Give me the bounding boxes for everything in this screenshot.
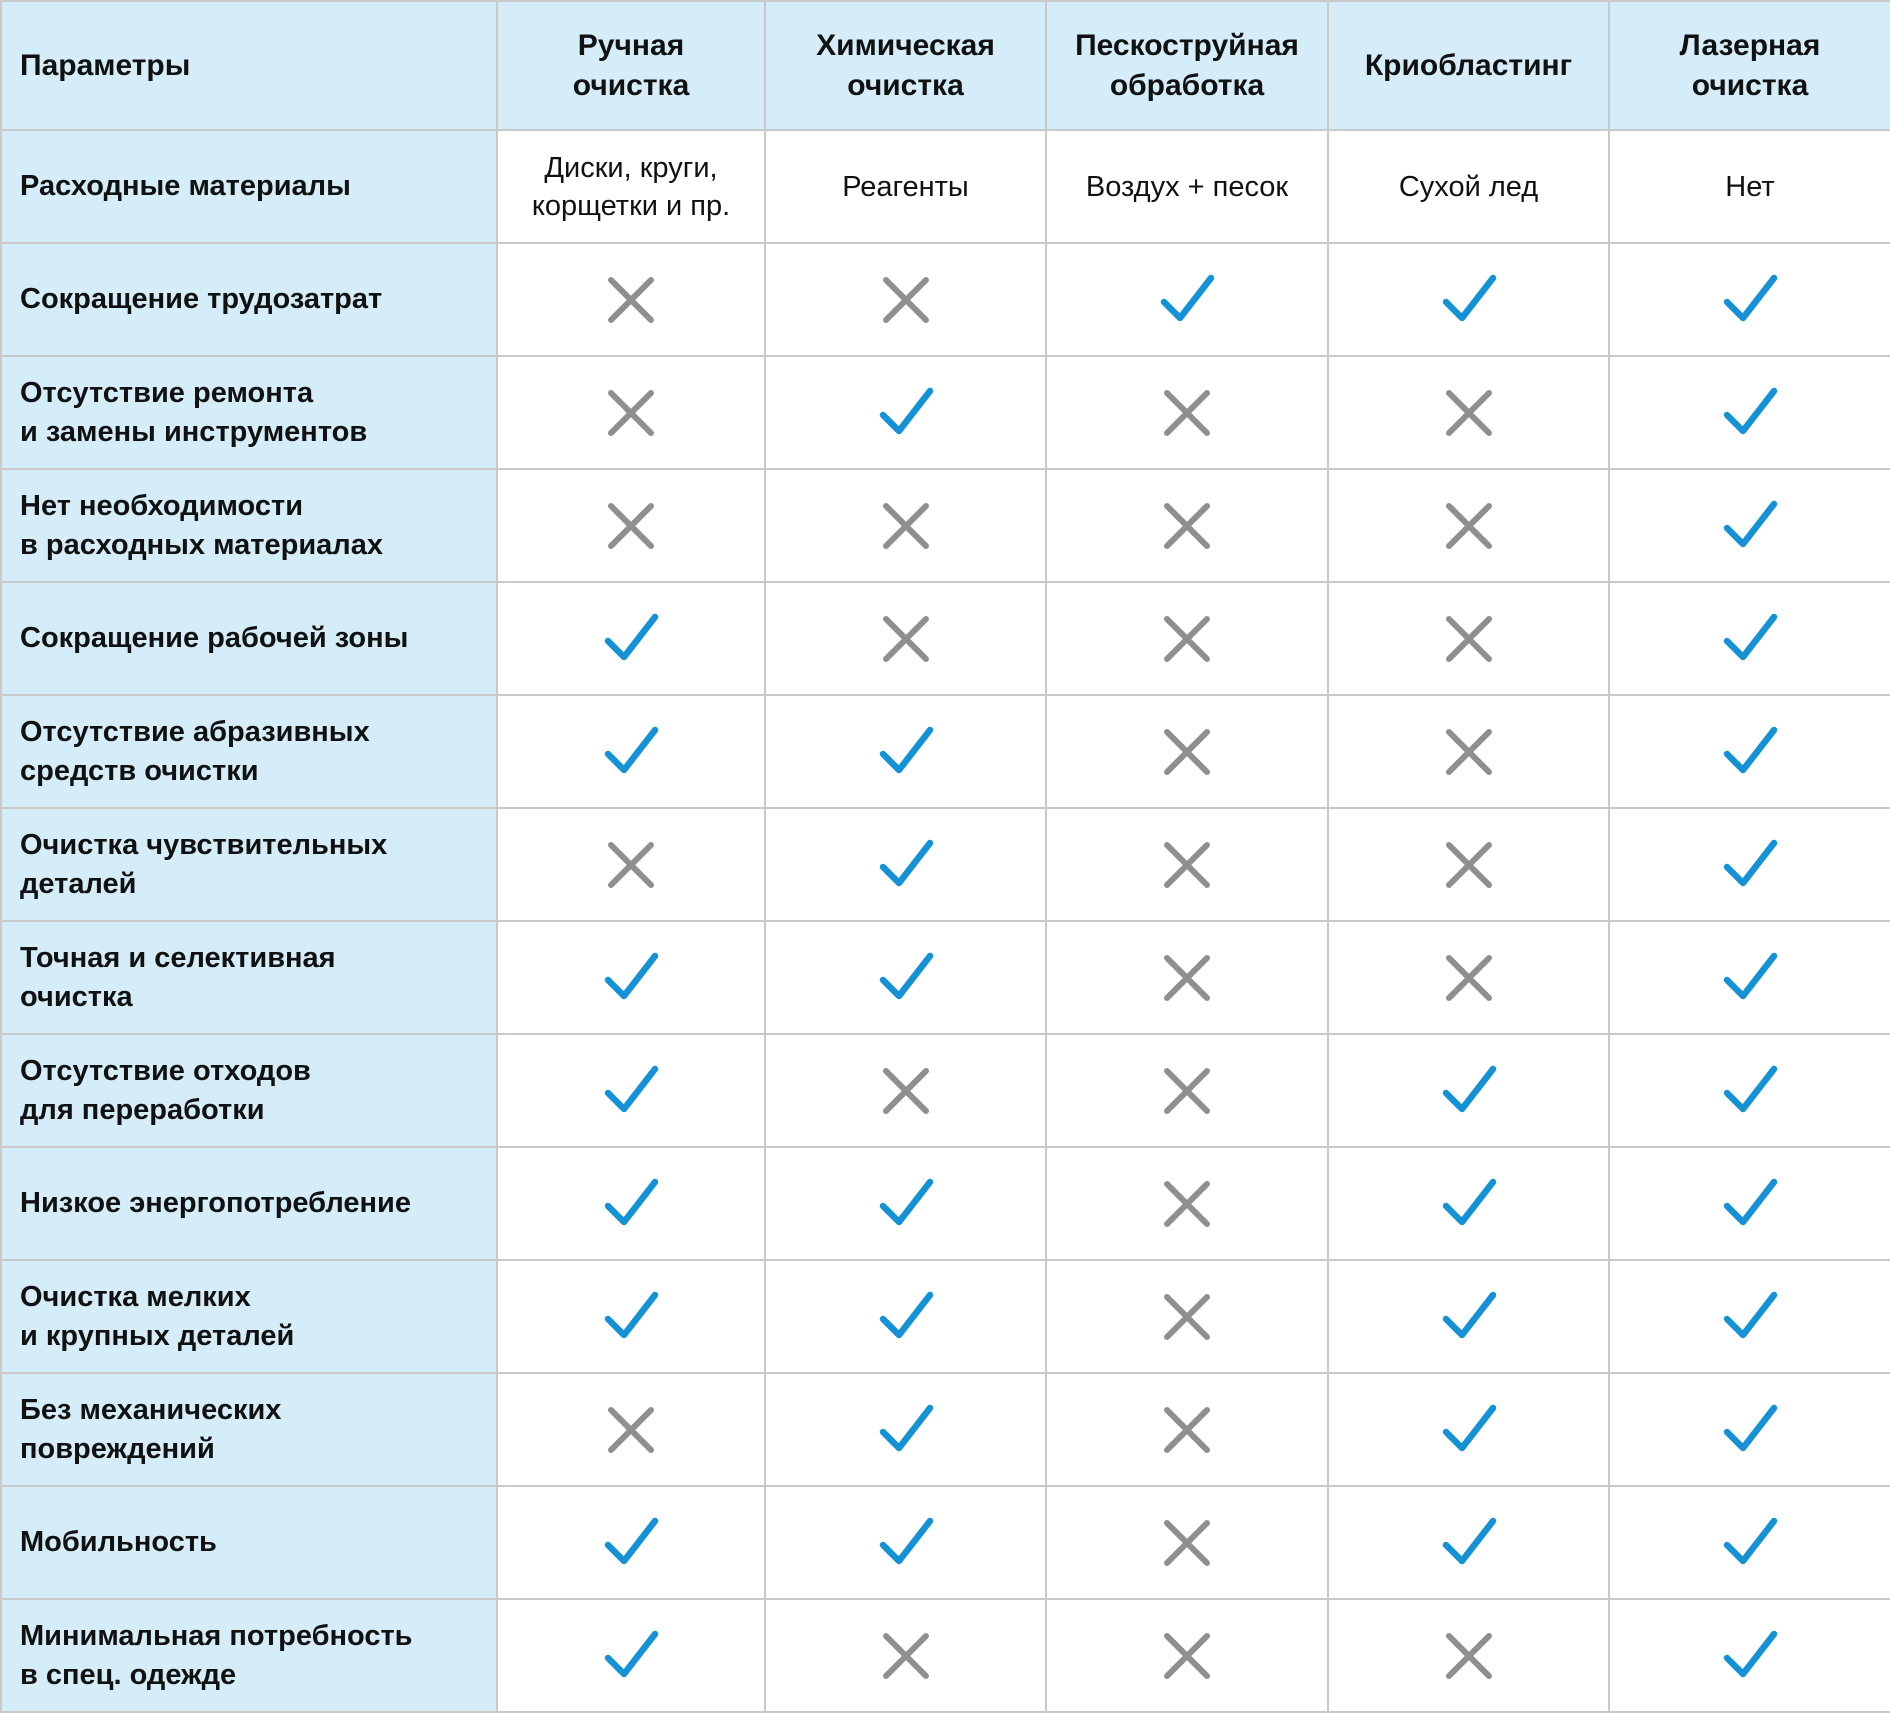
check-icon (876, 383, 936, 443)
table-row (1, 808, 1890, 921)
mark-cell-no (1328, 1599, 1609, 1712)
method-header-manual (497, 1, 765, 130)
method-header-line: Ручная (577, 28, 685, 62)
check-icon (1720, 948, 1780, 1008)
mark-cell-yes (1609, 356, 1890, 469)
mark-cell-yes (1328, 1486, 1609, 1599)
table-row (1, 356, 1890, 469)
cross-icon (1157, 1626, 1217, 1686)
row-label-text: в расходных материалах (20, 528, 383, 561)
table-row (1, 1147, 1890, 1260)
mark-cell-no (1046, 469, 1328, 582)
method-header-line: Пескоструйная (1075, 28, 1299, 62)
mark-cell-yes (1609, 1599, 1890, 1712)
check-icon (1439, 1174, 1499, 1234)
row-label (1, 695, 497, 808)
check-icon (876, 1287, 936, 1347)
check-icon (601, 1626, 661, 1686)
row-label-text: Очистка мелких (20, 1280, 251, 1313)
mark-cell-yes (765, 1373, 1046, 1486)
check-icon (601, 1287, 661, 1347)
mark-cell-yes (1609, 582, 1890, 695)
mark-cell-yes (1609, 808, 1890, 921)
mark-cell-no (1046, 808, 1328, 921)
row-label-text: повреждений (20, 1432, 215, 1465)
method-header-line: Химическая (816, 28, 995, 62)
row-label (1, 1147, 497, 1260)
mark-cell-yes (765, 1147, 1046, 1260)
table-row (1, 582, 1890, 695)
check-icon (1720, 1626, 1780, 1686)
check-icon (876, 1174, 936, 1234)
mark-cell-yes (765, 921, 1046, 1034)
mark-cell-no (497, 1373, 765, 1486)
row-label (1, 243, 497, 356)
row-label (1, 469, 497, 582)
check-icon (601, 948, 661, 1008)
row-label-text: Расходные материалы (20, 170, 351, 202)
table-row (1, 469, 1890, 582)
consumable-cell (765, 130, 1046, 243)
cross-icon (1157, 948, 1217, 1008)
mark-cell-yes (1609, 469, 1890, 582)
consumable-text: Воздух + песок (1085, 170, 1289, 203)
check-icon (1720, 1287, 1780, 1347)
mark-cell-yes (497, 1599, 765, 1712)
check-icon (601, 722, 661, 782)
row-label-text: Сокращение трудозатрат (20, 283, 383, 315)
row-label (1, 582, 497, 695)
cross-icon (1157, 1400, 1217, 1460)
mark-cell-yes (497, 1486, 765, 1599)
row-label-text: средств очистки (20, 754, 259, 787)
row-label-text: Низкое энергопотребление (20, 1187, 412, 1219)
mark-cell-no (1046, 1486, 1328, 1599)
cross-icon (601, 383, 661, 443)
check-icon (1720, 270, 1780, 330)
cross-icon (1439, 496, 1499, 556)
check-icon (1720, 1513, 1780, 1573)
check-icon (1439, 270, 1499, 330)
cross-icon (601, 835, 661, 895)
cross-icon (1439, 609, 1499, 669)
cross-icon (1439, 722, 1499, 782)
params-header-label: Параметры (20, 48, 191, 82)
mark-cell-yes (1328, 1260, 1609, 1373)
cross-icon (1439, 948, 1499, 1008)
consumable-text: корщетки и пр. (531, 189, 731, 222)
mark-cell-yes (1328, 1034, 1609, 1147)
cross-icon (601, 270, 661, 330)
consumable-cell (1046, 130, 1328, 243)
consumable-cell (1609, 130, 1890, 243)
cross-icon (1157, 722, 1217, 782)
cross-icon (1439, 1626, 1499, 1686)
table-row (1, 1034, 1890, 1147)
check-icon (1439, 1287, 1499, 1347)
cross-icon (876, 1626, 936, 1686)
table-row (1, 1599, 1890, 1712)
check-icon (876, 835, 936, 895)
mark-cell-yes (1046, 243, 1328, 356)
mark-cell-no (1046, 695, 1328, 808)
check-icon (1720, 496, 1780, 556)
mark-cell-yes (1328, 1373, 1609, 1486)
table-row (1, 921, 1890, 1034)
header-row (1, 1, 1890, 130)
method-header-line: очистка (847, 68, 964, 102)
mark-cell-no (765, 582, 1046, 695)
mark-cell-no (1046, 1147, 1328, 1260)
mark-cell-yes (497, 1260, 765, 1373)
mark-cell-yes (1328, 243, 1609, 356)
mark-cell-no (765, 469, 1046, 582)
mark-cell-no (497, 243, 765, 356)
row-label (1, 1373, 497, 1486)
row-label-text: Минимальная потребность (20, 1619, 413, 1652)
mark-cell-yes (1609, 1260, 1890, 1373)
mark-cell-no (497, 808, 765, 921)
check-icon (1157, 270, 1217, 330)
method-header-line: обработка (1109, 68, 1265, 102)
row-label (1, 1599, 497, 1712)
row-label-text: Мобильность (20, 1526, 217, 1558)
check-icon (876, 1400, 936, 1460)
row-label-text: Очистка чувствительных (20, 828, 388, 861)
check-icon (1720, 1061, 1780, 1121)
mark-cell-no (765, 243, 1046, 356)
check-icon (876, 722, 936, 782)
mark-cell-yes (1609, 695, 1890, 808)
mark-cell-no (1328, 356, 1609, 469)
cross-icon (1157, 609, 1217, 669)
consumables-row (1, 130, 1890, 243)
mark-cell-yes (765, 1260, 1046, 1373)
row-label-text: Отсутствие отходов (20, 1054, 311, 1087)
consumable-cell (497, 130, 765, 243)
mark-cell-no (1046, 1599, 1328, 1712)
mark-cell-no (1328, 695, 1609, 808)
cross-icon (876, 270, 936, 330)
row-label (1, 921, 497, 1034)
cross-icon (1157, 1061, 1217, 1121)
cross-icon (876, 1061, 936, 1121)
row-label-text: Сокращение рабочей зоны (20, 622, 409, 654)
cross-icon (1157, 496, 1217, 556)
mark-cell-no (1328, 469, 1609, 582)
cross-icon (1157, 1287, 1217, 1347)
mark-cell-yes (497, 582, 765, 695)
check-icon (1720, 722, 1780, 782)
row-label-text: для переработки (20, 1093, 265, 1126)
mark-cell-no (1046, 921, 1328, 1034)
method-header-laser (1609, 1, 1890, 130)
cross-icon (876, 609, 936, 669)
mark-cell-yes (1609, 921, 1890, 1034)
check-icon (1720, 1400, 1780, 1460)
mark-cell-yes (765, 695, 1046, 808)
check-icon (1720, 835, 1780, 895)
check-icon (1439, 1400, 1499, 1460)
consumable-text: Сухой лед (1398, 170, 1539, 203)
mark-cell-no (1046, 582, 1328, 695)
mark-cell-yes (1328, 1147, 1609, 1260)
mark-cell-no (1046, 1373, 1328, 1486)
method-header-line: очистка (572, 68, 690, 102)
mark-cell-no (497, 356, 765, 469)
method-header-line: очистка (1691, 68, 1809, 102)
consumable-text: Нет (1725, 170, 1775, 203)
table-row (1, 695, 1890, 808)
row-label (1, 130, 497, 243)
check-icon (601, 1513, 661, 1573)
consumable-cell (1328, 130, 1609, 243)
params-header (1, 1, 497, 130)
table-row (1, 1260, 1890, 1373)
mark-cell-yes (1609, 243, 1890, 356)
row-label-text: очистка (20, 980, 133, 1013)
row-label-text: и замены инструментов (20, 415, 368, 448)
mark-cell-no (497, 469, 765, 582)
check-icon (601, 609, 661, 669)
cross-icon (1439, 835, 1499, 895)
row-label-text: Отсутствие абразивных (20, 715, 370, 748)
mark-cell-yes (1609, 1034, 1890, 1147)
cross-icon (1157, 383, 1217, 443)
check-icon (1720, 609, 1780, 669)
row-label-text: и крупных деталей (20, 1319, 295, 1352)
method-header-line: Криобластинг (1364, 48, 1573, 82)
cross-icon (601, 496, 661, 556)
check-icon (876, 948, 936, 1008)
mark-cell-no (1046, 356, 1328, 469)
mark-cell-no (765, 1599, 1046, 1712)
method-header-line: Лазерная (1679, 28, 1821, 62)
cross-icon (1157, 1174, 1217, 1234)
mark-cell-yes (1609, 1373, 1890, 1486)
cross-icon (1157, 835, 1217, 895)
cross-icon (876, 496, 936, 556)
check-icon (1439, 1513, 1499, 1573)
mark-cell-yes (497, 1034, 765, 1147)
table-row (1, 1486, 1890, 1599)
row-label-text: в спец. одежде (20, 1658, 237, 1691)
row-label-text: Нет необходимости (20, 489, 304, 522)
check-icon (1720, 383, 1780, 443)
row-label-text: Отсутствие ремонта (20, 376, 314, 409)
consumable-text: Реагенты (842, 170, 969, 203)
method-header-sandblasting (1046, 1, 1328, 130)
row-label-text: Без механических (20, 1393, 282, 1426)
check-icon (1720, 1174, 1780, 1234)
method-header-chemical (765, 1, 1046, 130)
row-label-text: Точная и селективная (20, 941, 336, 974)
mark-cell-no (1328, 921, 1609, 1034)
row-label (1, 1034, 497, 1147)
method-header-cryoblasting (1328, 1, 1609, 130)
cross-icon (1157, 1513, 1217, 1573)
check-icon (601, 1174, 661, 1234)
row-label (1, 356, 497, 469)
row-label (1, 1260, 497, 1373)
row-label-text: деталей (20, 867, 137, 900)
cross-icon (1439, 383, 1499, 443)
mark-cell-yes (765, 808, 1046, 921)
mark-cell-no (1046, 1260, 1328, 1373)
cross-icon (601, 1400, 661, 1460)
row-label (1, 1486, 497, 1599)
mark-cell-no (1328, 808, 1609, 921)
check-icon (1439, 1061, 1499, 1121)
mark-cell-no (1046, 1034, 1328, 1147)
mark-cell-yes (765, 356, 1046, 469)
mark-cell-yes (1609, 1486, 1890, 1599)
mark-cell-yes (497, 695, 765, 808)
check-icon (876, 1513, 936, 1573)
row-label (1, 808, 497, 921)
mark-cell-no (1328, 582, 1609, 695)
consumable-text: Диски, круги, (544, 151, 718, 184)
check-icon (601, 1061, 661, 1121)
mark-cell-no (765, 1034, 1046, 1147)
mark-cell-yes (1609, 1147, 1890, 1260)
mark-cell-yes (765, 1486, 1046, 1599)
table-row (1, 243, 1890, 356)
mark-cell-yes (497, 1147, 765, 1260)
table-row (1, 1373, 1890, 1486)
mark-cell-yes (497, 921, 765, 1034)
